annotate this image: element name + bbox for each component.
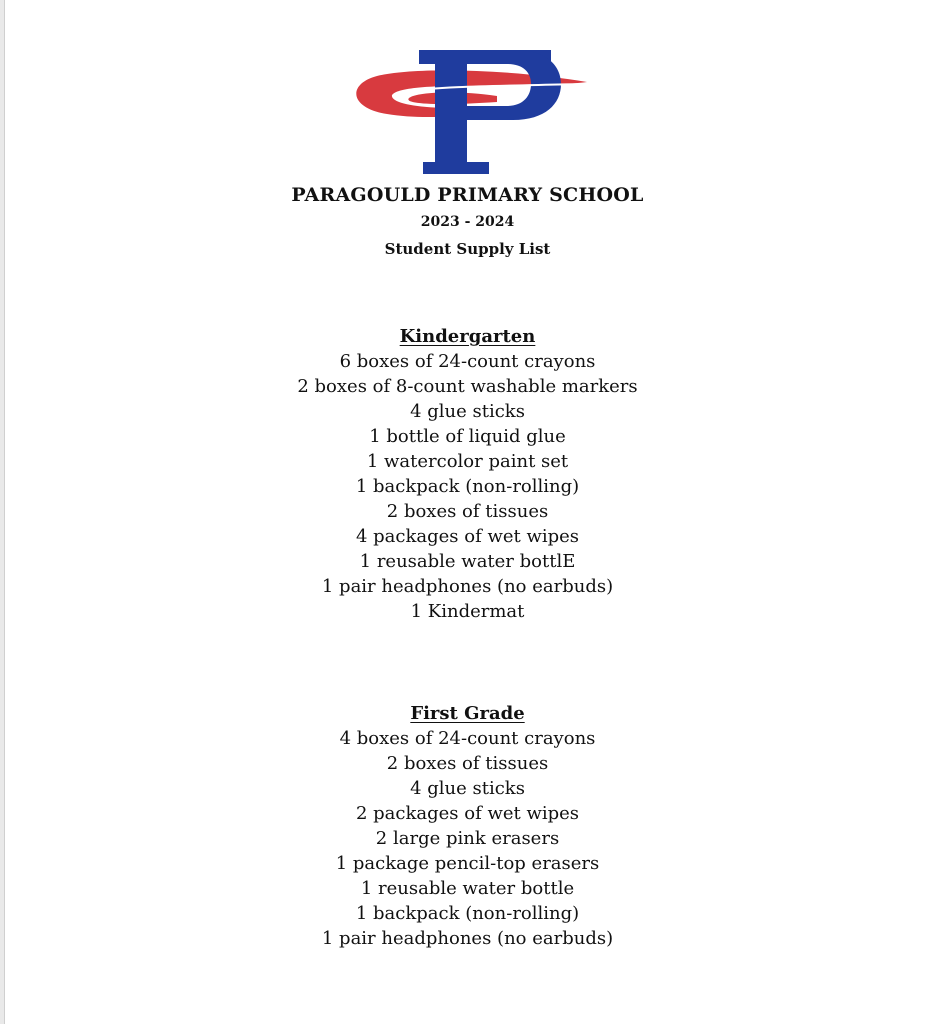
grade-heading: First Grade: [410, 703, 525, 724]
list-item: 4 boxes of 24-count crayons: [339, 728, 596, 749]
school-name: PARAGOULD PRIMARY SCHOOL: [291, 184, 644, 206]
school-year: 2023 - 2024: [420, 214, 515, 230]
list-item: 1 reusable water bottlE: [359, 551, 576, 572]
list-item: 4 glue sticks: [410, 778, 525, 799]
list-item: 2 large pink erasers: [375, 828, 560, 849]
supply-list: [5, 349, 929, 624]
list-item: 1 bottle of liquid glue: [369, 426, 566, 447]
grade-heading: Kindergarten: [399, 326, 536, 347]
list-title: Student Supply List: [384, 240, 551, 258]
list-item: 4 glue sticks: [410, 401, 525, 422]
list-item: 1 backpack (non-rolling): [355, 903, 580, 924]
list-item: 2 boxes of tissues: [386, 501, 549, 522]
school-logo: [347, 46, 591, 178]
supply-list: [5, 726, 929, 951]
document-page: [4, 0, 929, 1024]
list-item: 1 package pencil-top erasers: [335, 853, 600, 874]
list-item: 1 reusable water bottle: [360, 878, 575, 899]
list-item: 4 packages of wet wipes: [355, 526, 580, 547]
list-item: 1 backpack (non-rolling): [355, 476, 580, 497]
list-item: 2 packages of wet wipes: [355, 803, 580, 824]
list-item: 2 boxes of 8-count washable markers: [297, 376, 638, 397]
list-item: 1 pair headphones (no earbuds): [321, 576, 614, 597]
kindergarten-section: [5, 324, 929, 624]
list-item: 1 watercolor paint set: [366, 451, 569, 472]
list-item: 6 boxes of 24-count crayons: [339, 351, 596, 372]
list-item: 2 boxes of tissues: [386, 753, 549, 774]
list-item: 1 pair headphones (no earbuds): [321, 928, 614, 949]
list-item: 1 Kindermat: [410, 601, 525, 622]
first-grade-section: [5, 701, 929, 951]
